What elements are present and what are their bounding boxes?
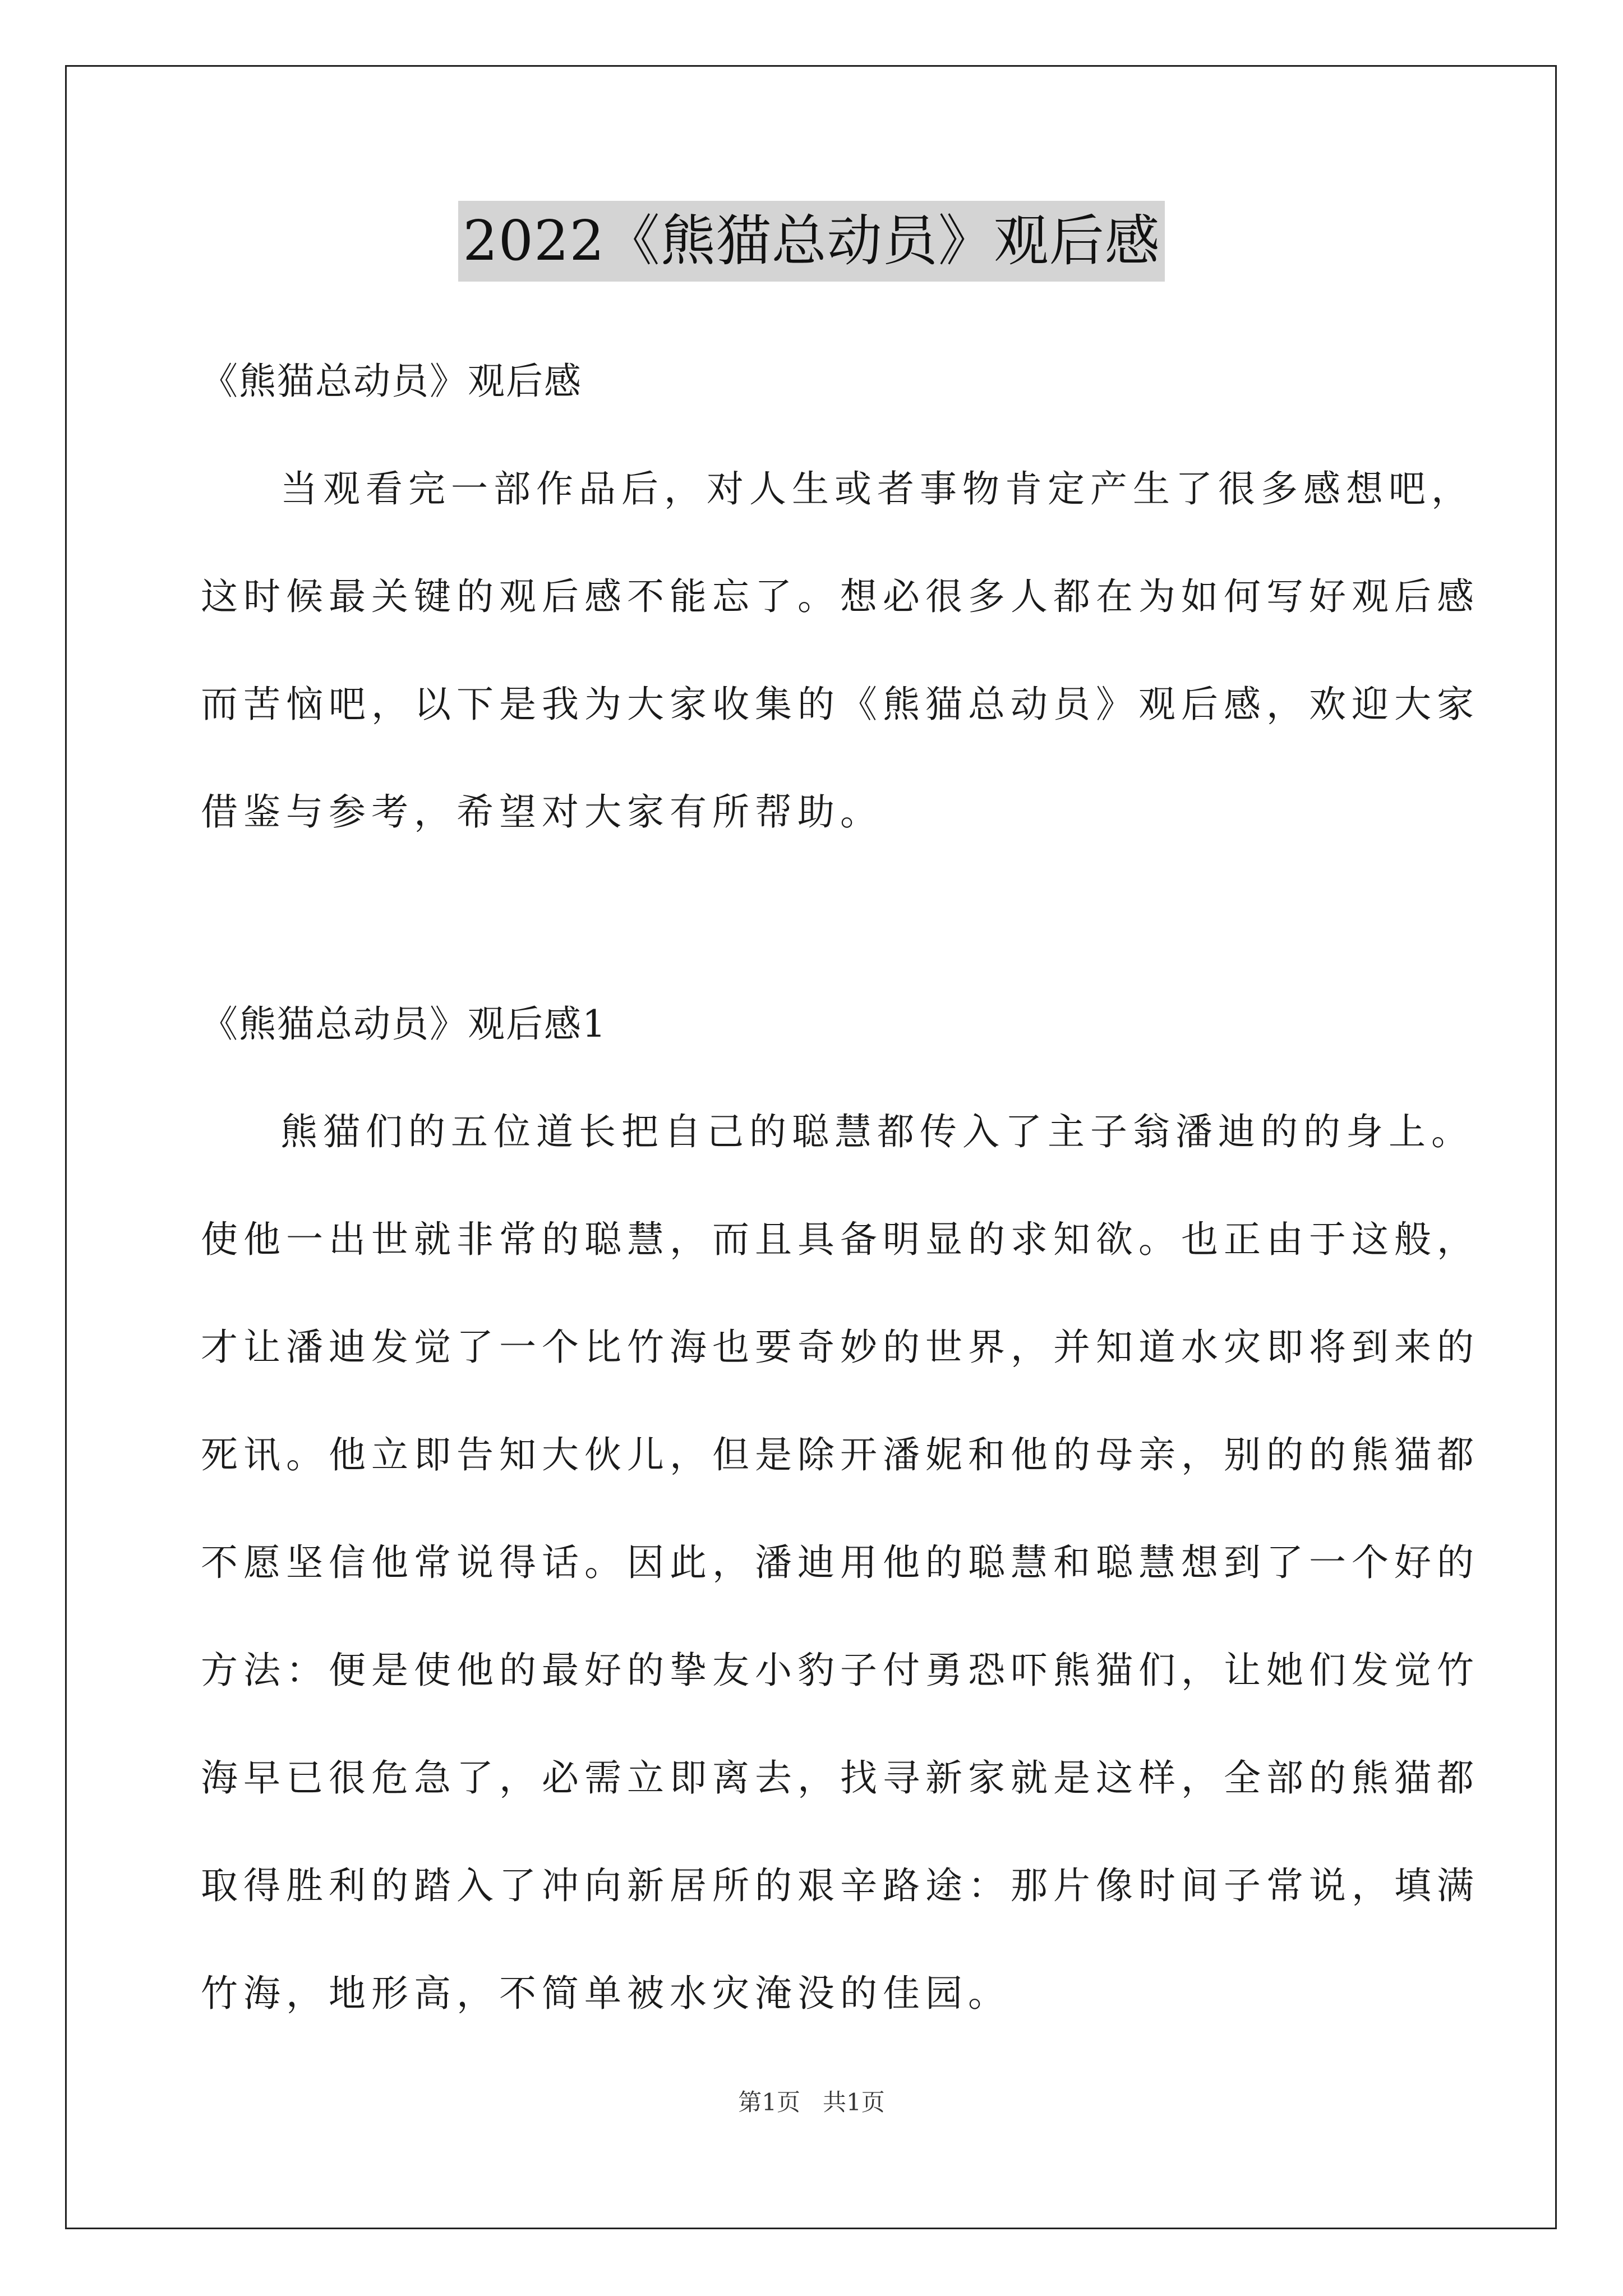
page-number: 第1页	[738, 2088, 800, 2116]
intro-heading: 《熊猫总动员》观后感	[201, 360, 582, 403]
section1-heading: 《熊猫总动员》观后感1	[201, 1002, 607, 1046]
intro-line-2: 这时候最关键的观后感不能忘了。想必很多人都在为如何写好观后感	[201, 575, 1479, 618]
intro-line-3: 而苦恼吧，以下是我为大家收集的《熊猫总动员》观后感，欢迎大家	[201, 683, 1479, 726]
section1-line-8: 取得胜利的踏入了冲向新居所的艰辛路途：那片像时间子常说，填满	[201, 1864, 1479, 1907]
section1-line-4: 死讯。他立即告知大伙儿，但是除开潘妮和他的母亲，别的的熊猫都	[201, 1433, 1479, 1476]
section1-line-5: 不愿坚信他常说得话。因此，潘迪用他的聪慧和聪慧想到了一个好的	[201, 1541, 1479, 1584]
intro-line-4: 借鉴与参考，希望对大家有所帮助。	[201, 790, 883, 834]
section1-line-7: 海早已很危急了，必需立即离去，找寻新家就是这样，全部的熊猫都	[201, 1756, 1479, 1800]
section1-line-9: 竹海，地形高，不简单被水灾淹没的佳园。	[201, 1972, 1011, 2015]
title-container	[0, 201, 1623, 282]
section1-line-3: 才让潘迪发觉了一个比竹海也要奇妙的世界，并知道水灾即将到来的	[201, 1326, 1479, 1369]
intro-line-1: 当观看完一部作品后，对人生或者事物肯定产生了很多感想吧，	[280, 467, 1474, 510]
section1-line-1: 熊猫们的五位道长把自己的聪慧都传入了主子翁潘迪的的身上。	[280, 1110, 1474, 1153]
page-footer	[0, 2086, 1623, 2119]
document-title: 2022《熊猫总动员》观后感	[458, 201, 1164, 282]
section1-line-6: 方法：便是使他的最好的挚友小豹子付勇恐吓熊猫们，让她们发觉竹	[201, 1649, 1479, 1692]
section1-line-2: 使他一出世就非常的聪慧，而且具备明显的求知欲。也正由于这般，	[201, 1218, 1479, 1261]
page-total: 共1页	[823, 2088, 885, 2116]
